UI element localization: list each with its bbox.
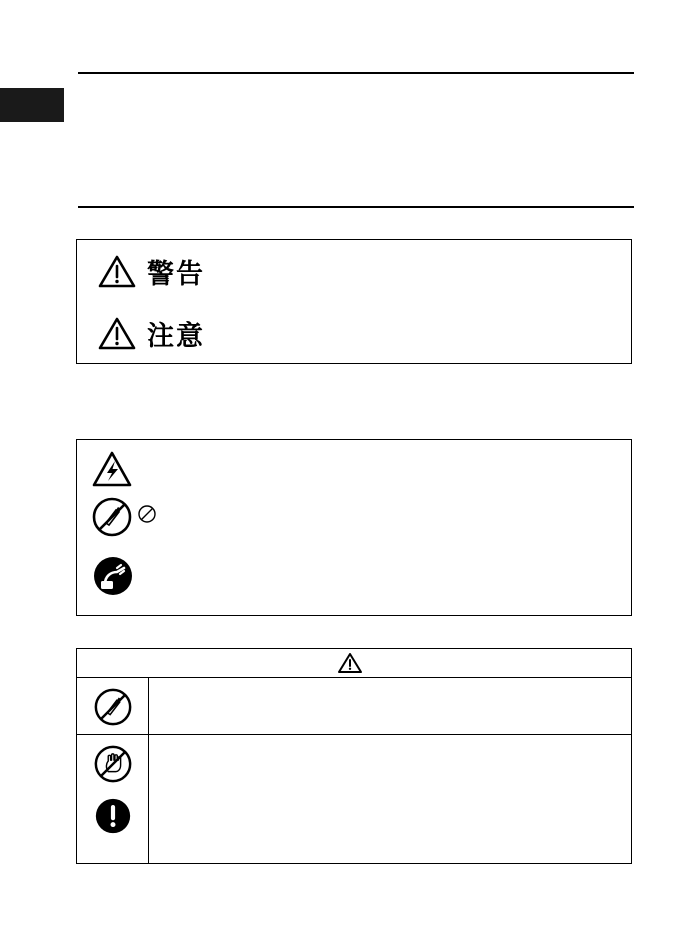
- warning-triangle-icon: [97, 254, 137, 289]
- warning-notice-table: [76, 648, 632, 864]
- do-not-touch-icon: [93, 744, 133, 784]
- signal-row-warning: [77, 240, 631, 302]
- signal-word-warning: 警告: [147, 258, 205, 290]
- do-not-disassemble-icon: [91, 496, 137, 538]
- mandatory-action-icon: [93, 796, 133, 836]
- safety-symbols-box: [76, 439, 632, 616]
- heading-rule-bottom: [78, 206, 634, 208]
- table-row: [77, 735, 631, 863]
- signal-row-caution: [77, 302, 631, 364]
- symbol-row-electric-shock: [77, 440, 631, 486]
- warning-row-icons: [77, 735, 149, 863]
- warning-row-text: [149, 678, 631, 734]
- symbol-row-unplug-power: [77, 544, 631, 604]
- warning-triangle-icon: [97, 316, 137, 351]
- safety-signal-words-box: [76, 239, 632, 364]
- do-not-disassemble-icon: [93, 687, 133, 727]
- warning-table-header: [77, 649, 631, 678]
- electric-shock-icon: [91, 450, 137, 488]
- symbol-secondary-empty-2: [137, 554, 177, 562]
- warning-row-icons: [77, 678, 149, 734]
- table-row: [77, 678, 631, 735]
- section-heading-area: [78, 80, 634, 200]
- prohibition-circle-icon: [137, 496, 177, 524]
- warning-triangle-icon: [337, 652, 363, 674]
- symbol-row-do-not-disassemble: [77, 486, 631, 544]
- page-edge-tab: [0, 88, 64, 122]
- heading-rule-top: [78, 72, 634, 74]
- warning-row-text: [149, 735, 631, 863]
- unplug-power-icon: [91, 554, 137, 598]
- signal-word-caution: 注意: [147, 320, 205, 352]
- symbol-secondary-empty: [137, 450, 177, 458]
